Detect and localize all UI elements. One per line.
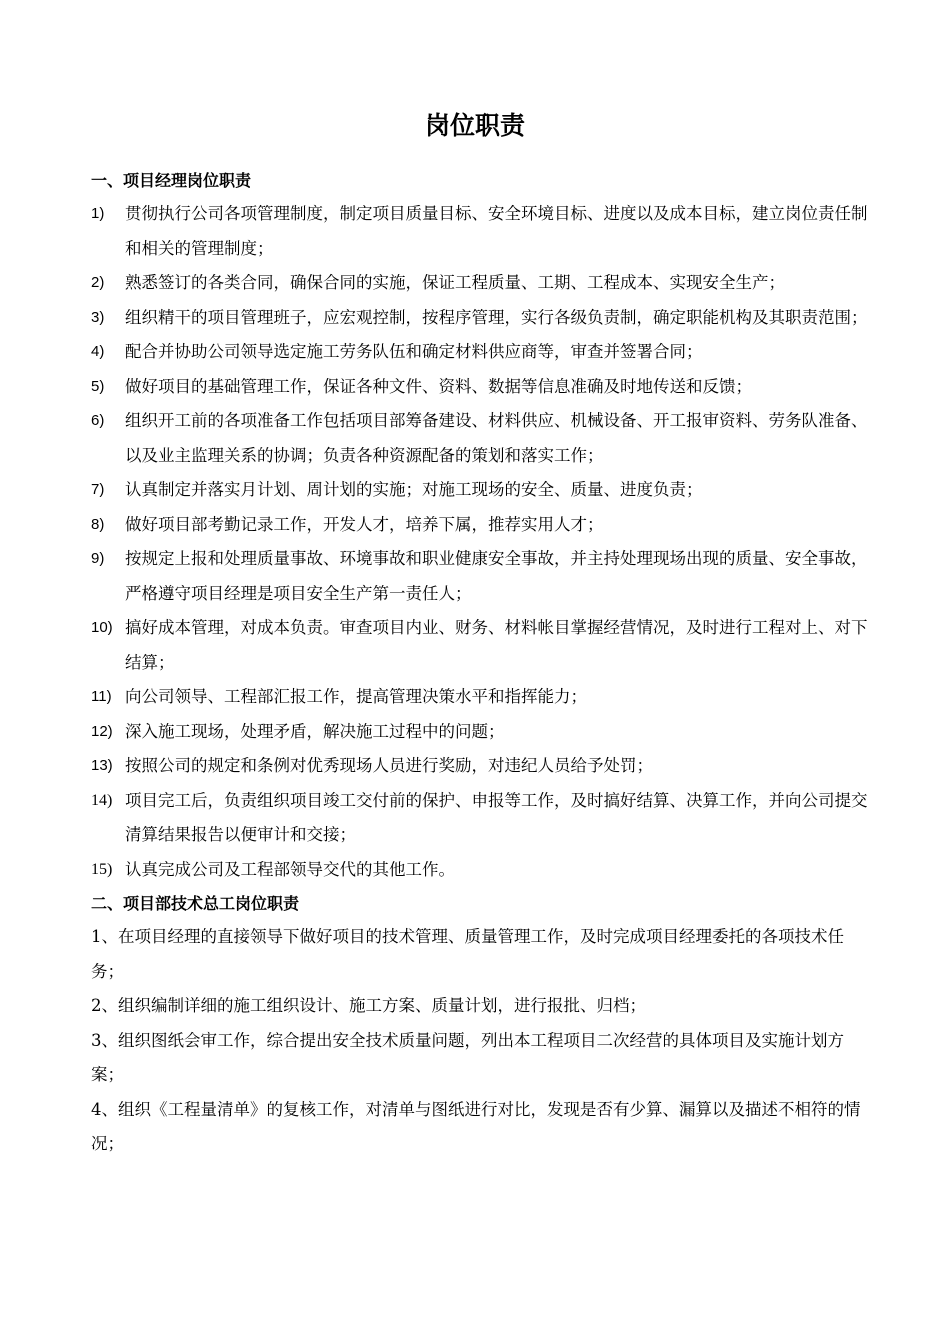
list-item-text: 认真制定并落实月计划、周计划的实施；对施工现场的安全、质量、进度负责； (125, 480, 703, 499)
list-item-text: 贯彻执行公司各项管理制度，制定项目质量目标、安全环境目标、进度以及成本目标，建立岗位责任制和相关的管理制度； (125, 204, 868, 258)
list-item (91, 335, 875, 370)
list-item (91, 542, 875, 611)
section-heading-technical-chief: 二、项目部技术总工岗位职责 (91, 894, 300, 913)
list-item-number: 12) (91, 722, 113, 740)
paragraph: 4、组织《工程量清单》的复核工作，对清单与图纸进行对比，发现是否有少算、漏算以及描述不相符的情况； (91, 1099, 861, 1153)
list-item (91, 784, 875, 853)
list-item (91, 611, 875, 680)
list-item-number: 6) (91, 412, 105, 429)
list-item-text: 搞好成本管理，对成本负责。审查项目内业、财务、材料帐目掌握经营情况，及时进行工程对上、对下结算； (125, 618, 868, 672)
list-item-text: 认真完成公司及工程部领导交代的其他工作。 (125, 859, 455, 879)
list-item-text: 向公司领导、工程部汇报工作，提高管理决策水平和指挥能力； (125, 687, 587, 706)
list-item-text: 项目完工后，负责组织项目竣工交付前的保护、申报等工作，及时搞好结算、决算工作，并向公司提交清算结果报告以便审计和交接； (125, 790, 868, 844)
list-item-text: 组织开工前的各项准备工作包括项目部筹备建设、材料供应、机械设备、开工报审资料、劳务队准备、以及业主监理关系的协调；负责各种资源配备的策划和落实工作； (125, 411, 868, 465)
paragraph: 3、组织图纸会审工作，综合提出安全技术质量问题，列出本工程项目二次经营的具体项目及实施计划方案； (91, 1030, 844, 1084)
list-item-number: 5) (91, 377, 105, 395)
list-item-number: 7) (91, 481, 105, 498)
list-item (91, 680, 875, 715)
list-item-text: 做好项目部考勤记录工作，开发人才，培养下属，推荐实用人才； (125, 514, 604, 534)
list-item-number: 9) (91, 550, 105, 567)
list-item (91, 749, 875, 784)
list-item-number: 3) (91, 308, 105, 326)
paragraph: 2、组织编制详细的施工组织设计、施工方案、质量计划，进行报批、归档； (91, 996, 646, 1015)
list-item-text: 深入施工现场，处理矛盾，解决施工过程中的问题； (125, 721, 505, 741)
paragraph: 1、在项目经理的直接领导下做好项目的技术管理、质量管理工作，及时完成项目经理委托的各项技术任务； (91, 927, 844, 981)
list-item-number: 4) (91, 343, 105, 360)
list-item-number: 2) (91, 274, 105, 291)
list-item-number: 15) (91, 860, 113, 878)
list-item (91, 853, 875, 888)
list-item-text: 组织精干的项目管理班子，应宏观控制，按程序管理，实行各级负责制，确定职能机构及其职责范围； (125, 307, 868, 327)
list-item-text: 做好项目的基础管理工作，保证各种文件、资料、数据等信息准确及时地传送和反馈； (125, 376, 752, 396)
list-item (91, 404, 875, 473)
section-heading-project-manager: 一、项目经理岗位职责 (91, 171, 252, 190)
list-item-number: 14) (91, 791, 113, 809)
list-item-number: 8) (91, 515, 105, 533)
page-title: 岗位职责 (424, 111, 525, 140)
list-item (91, 473, 875, 508)
list-item-number: 10) (91, 619, 113, 636)
list-item-text: 熟悉签订的各类合同，确保合同的实施，保证工程质量、工期、工程成本、实现安全生产； (125, 273, 785, 292)
list-item-text: 按照公司的规定和条例对优秀现场人员进行奖励，对违纪人员给予处罚； (125, 756, 653, 775)
list-item-number: 1) (91, 205, 105, 222)
list-item-number: 11) (91, 688, 112, 705)
list-item-text: 配合并协助公司领导选定施工劳务队伍和确定材料供应商等，审查并签署合同； (125, 342, 703, 361)
document-body (91, 164, 875, 1162)
list-item-text: 按规定上报和处理质量事故、环境事故和职业健康安全事故，并主持处理现场出现的质量、安全事故，严格遵守项目经理是项目安全生产第一责任人； (125, 549, 868, 603)
list-item (91, 370, 875, 405)
list-item (91, 715, 875, 750)
list-item (91, 508, 875, 543)
list-item (91, 197, 875, 266)
list-item (91, 266, 875, 301)
list-item (91, 301, 875, 336)
list-item-number: 13) (91, 757, 113, 774)
